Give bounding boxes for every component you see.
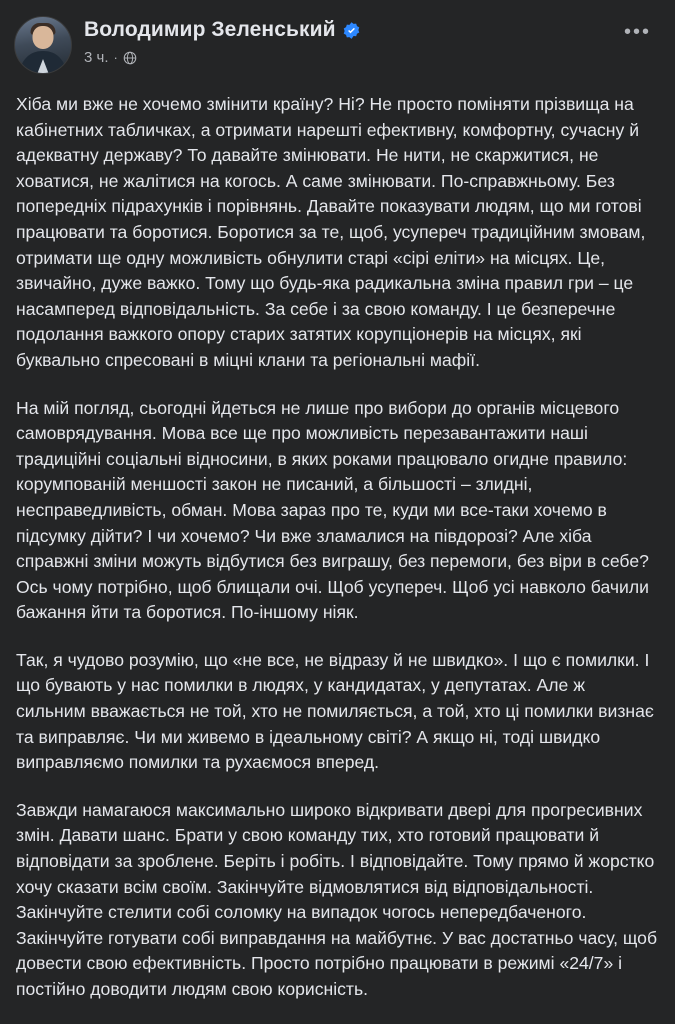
verified-badge-icon xyxy=(342,21,361,40)
post-options-menu-icon[interactable]: ••• xyxy=(623,21,651,43)
post-paragraph: Завжди намагаюся максимально широко відкривати двері для прогресивних змін. Давати шанс. Брати у свою команду тих, хто готовий працювати й відповідати за зроблене. Беріть і робіть. І відповідайте. Тому прямо й жорстко хочу сказати всім своїм. Закінчуйте відмовлятися від відповідальності. Закінчуйте стелити собі соломку на випадок чогось непередбаченого. Закінчуйте готувати собі виправдання на майбутнє. У вас достатньо часу, щоб довести свою ефективність. Просто потрібно працювати в режимі «24/7» і постійно доводити людям свою корисність. xyxy=(16,799,658,999)
post-body xyxy=(0,78,675,1024)
post-header-text xyxy=(84,16,624,66)
post-timestamp[interactable]: 3 ч. xyxy=(84,49,109,66)
post-paragraph: Так, я чудово розумію, що «не все, не відразу й не швидко». І що є помилки. І що бувають у нас помилки в людях, у кандидатах, у депутатах. Але ж сильним вважається не той, хто не помиляється, а той, хто ці помилки визнає та виправляє. Чи ми живемо в ідеальному світі? А якщо ні, тоді швидко виправляємо помилки та рухаємося вперед. xyxy=(16,649,654,773)
avatar-face xyxy=(33,26,54,49)
post-meta xyxy=(84,49,624,66)
post-paragraph: На мій погляд, сьогодні йдеться не лише про вибори до органів місцевого самоврядування. Мова все ще про можливість перезавантажити наші традиційні соціальні відносини, в яких роками працювало огидне правило: корумпованій меншості закон не писаний, а більшості – злидні, несправедливість, обман. Мова зараз про те, куди ми все-таки хочемо в підсумку дійти? І чи хочемо? Чи вже зламалися на півдорозі? Але хіба справжні зміни можуть відбутися без виграшу, без перемоги, без віри в себе? Ось чому потрібно, щоб блищали очі. Щоб усупереч. Щоб усі навколо бачили бажання йти та боротися. По-іншому ніяк. xyxy=(16,397,649,623)
avatar[interactable] xyxy=(14,16,72,74)
author-row xyxy=(84,18,624,42)
globe-icon[interactable] xyxy=(123,51,137,65)
post-header xyxy=(0,10,675,78)
post-paragraph: Хіба ми вже не хочемо змінити країну? Ні? Не просто поміняти прізвища на кабінетних табличках, а отримати нарешті ефективну, комфортну, сучасну й адекватну державу? То давайте змінювати. Не нити, не скаржитися, не ховатися, не жалітися на когось. А саме змінювати. По-справжньому. Без попередніх підрахунків і порівнянь. Давайте показувати людям, що ми готові працювати та боротися. Боротися за те, щоб, усупереч традиційним змовам, отримати ще одну можливість обнулити старі «сірі еліти» на місцях. Це, звичайно, дуже важко. Тому що будь-яка радикальна зміна правил гри – це насамперед відповідальність. За себе і за свою команду. І це безперечне подолання важкого опору старих затятих корупціонерів на місцях, які буквально спресовані в міцні клани та регіональні мафії. xyxy=(16,94,646,370)
author-name[interactable]: Володимир Зеленський xyxy=(84,18,336,41)
meta-separator: · xyxy=(113,50,118,65)
